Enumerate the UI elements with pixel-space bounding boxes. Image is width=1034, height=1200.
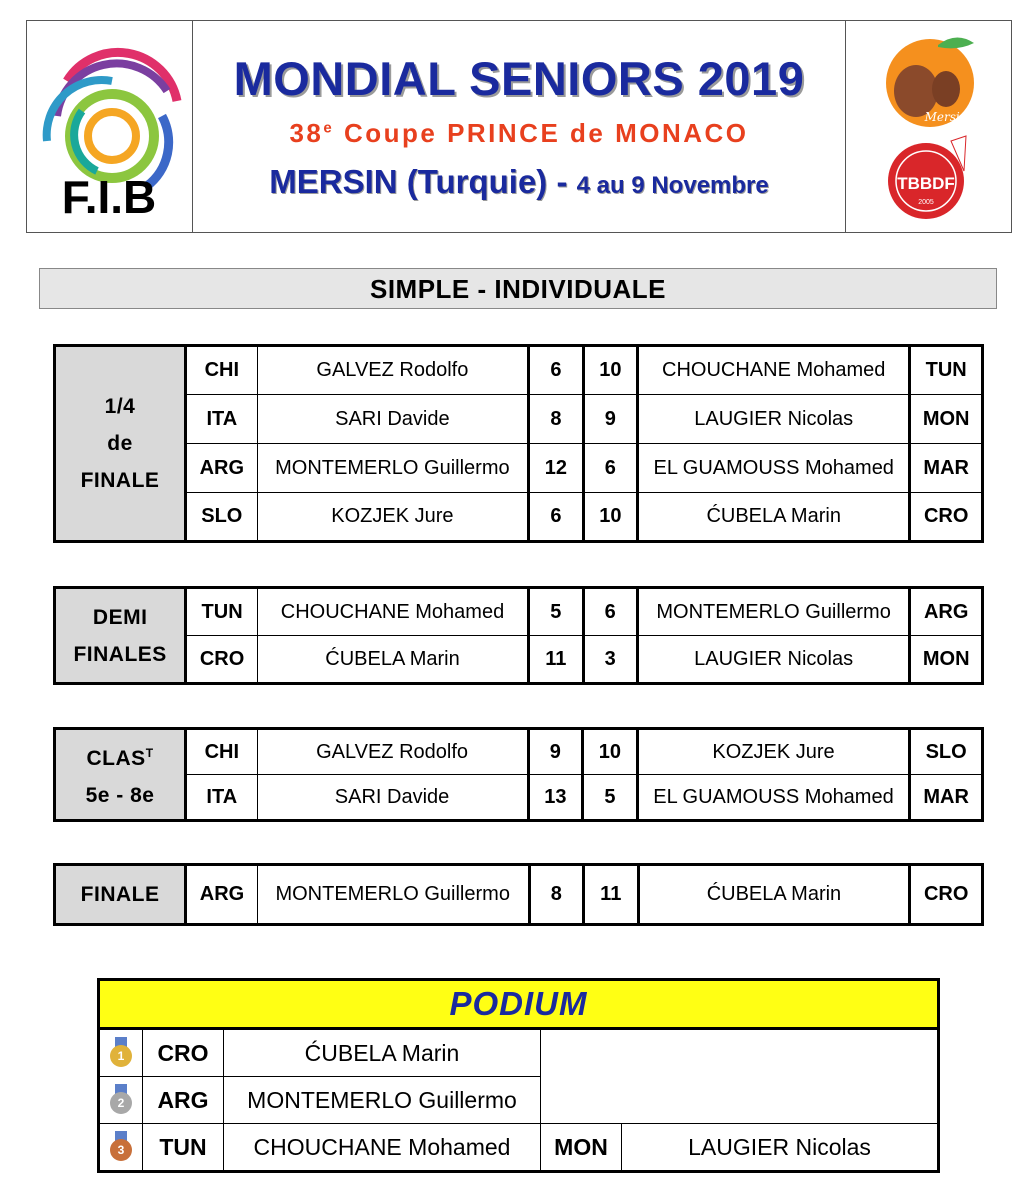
semi-finals-table — [53, 586, 984, 685]
nation-code: CRO — [143, 1029, 224, 1077]
player-name: GALVEZ Rodolfo — [257, 346, 529, 395]
tbbdf-logo-year: 2005 — [918, 199, 934, 206]
podium-title: PODIUM — [99, 980, 939, 1029]
score: 10 — [583, 729, 638, 775]
nation-code: MAR — [910, 775, 983, 821]
tbbdf-logo-text: TBBDF — [897, 174, 955, 193]
player-name: MONTEMERLO Guillermo — [257, 444, 529, 493]
score: 11 — [529, 636, 583, 684]
score: 6 — [529, 346, 583, 395]
player-name: LAUGIER Nicolas — [638, 395, 910, 444]
nation-code: SLO — [910, 729, 983, 775]
nation-code: TUN — [186, 588, 258, 636]
player-name: SARI Davide — [257, 775, 528, 821]
round-label-final: FINALE — [55, 865, 186, 925]
score: 8 — [529, 395, 583, 444]
final-table — [53, 863, 984, 926]
podium-header-row — [99, 980, 939, 1029]
player-name: ĆUBELA Marin — [224, 1029, 541, 1077]
podium-empty-cell — [541, 1029, 939, 1124]
player-name: GALVEZ Rodolfo — [257, 729, 528, 775]
podium-row-third — [99, 1124, 939, 1172]
score: 6 — [529, 493, 583, 542]
nation-code: ARG — [143, 1077, 224, 1124]
player-name: KOZJEK Jure — [637, 729, 910, 775]
nation-code: MON — [541, 1124, 622, 1172]
player-name: KOZJEK Jure — [257, 493, 529, 542]
player-name: SARI Davide — [257, 395, 529, 444]
nation-code: TUN — [910, 346, 983, 395]
nation-code: MAR — [910, 444, 983, 493]
event-subtitle: 38e Coupe PRINCE de MONACO — [289, 118, 749, 148]
player-name: CHOUCHANE Mohamed — [638, 346, 910, 395]
player-name: MONTEMERLO Guillermo — [224, 1077, 541, 1124]
score: 9 — [528, 729, 583, 775]
fib-logo — [27, 21, 193, 232]
player-name: CHOUCHANE Mohamed — [257, 588, 528, 636]
table-row — [55, 493, 983, 542]
player-name: EL GUAMOUSS Mohamed — [637, 775, 910, 821]
event-location — [193, 163, 845, 201]
event-header — [26, 20, 1012, 233]
nation-code: MON — [910, 395, 983, 444]
player-name: MONTEMERLO Guillermo — [637, 588, 910, 636]
silver-medal-icon: 2 — [99, 1077, 143, 1124]
score: 9 — [583, 395, 637, 444]
nation-code: ITA — [186, 395, 258, 444]
table-row — [55, 395, 983, 444]
score: 10 — [583, 493, 637, 542]
nation-code: ARG — [186, 865, 258, 925]
player-name: CHOUCHANE Mohamed — [224, 1124, 541, 1172]
nation-code: CRO — [910, 493, 983, 542]
score: 6 — [583, 444, 637, 493]
quarter-finals-table — [53, 344, 984, 543]
classification-table — [53, 727, 984, 822]
nation-code: SLO — [186, 493, 258, 542]
score: 5 — [529, 588, 583, 636]
nation-code: ARG — [186, 444, 258, 493]
mersin-logo-text: Mersin — [924, 110, 968, 124]
title-block — [193, 21, 845, 232]
nation-code: CRO — [910, 865, 983, 925]
player-name: ĆUBELA Marin — [257, 636, 528, 684]
player-name: MONTEMERLO Guillermo — [257, 865, 529, 925]
player-name: LAUGIER Nicolas — [637, 636, 910, 684]
score: 10 — [583, 346, 637, 395]
table-row — [55, 775, 983, 821]
table-row — [55, 636, 983, 684]
event-title: MONDIAL SENIORS 2019 — [233, 52, 805, 105]
score: 5 — [583, 775, 638, 821]
table-row — [55, 865, 983, 925]
score: 11 — [584, 865, 639, 925]
nation-code: TUN — [143, 1124, 224, 1172]
podium-table — [97, 978, 940, 1173]
score: 8 — [529, 865, 583, 925]
event-dates: 4 au 9 Novembre — [576, 172, 769, 199]
score: 3 — [583, 636, 637, 684]
score: 12 — [529, 444, 583, 493]
player-name: EL GUAMOUSS Mohamed — [638, 444, 910, 493]
fib-logo-icon — [27, 21, 192, 232]
bronze-medal-icon: 3 — [99, 1124, 143, 1172]
player-name: ĆUBELA Marin — [638, 865, 910, 925]
sponsor-logos — [845, 21, 1011, 232]
event-city: MERSIN (Turquie) - — [269, 163, 577, 200]
nation-code: ITA — [186, 775, 257, 821]
player-name: LAUGIER Nicolas — [622, 1124, 939, 1172]
table-row — [55, 444, 983, 493]
nation-code: CRO — [186, 636, 258, 684]
score: 6 — [583, 588, 637, 636]
nation-code: ARG — [910, 588, 983, 636]
round-label-quarter: 1/4 de FINALE — [55, 346, 186, 542]
section-title: SIMPLE - INDIVIDUALE — [39, 268, 997, 309]
table-row — [55, 729, 983, 775]
round-label-semi: DEMI FINALES — [55, 588, 186, 684]
table-row — [55, 346, 983, 395]
nation-code: MON — [910, 636, 983, 684]
player-name: ĆUBELA Marin — [638, 493, 910, 542]
gold-medal-icon: 1 — [99, 1029, 143, 1077]
score: 13 — [528, 775, 583, 821]
nation-code: CHI — [186, 346, 258, 395]
fib-logo-text: F.I.B — [61, 171, 157, 223]
round-label-classification: $CLAS^T$ 5e - 8e — [55, 729, 186, 821]
table-row — [55, 588, 983, 636]
mersin-logo-icon — [846, 21, 1011, 232]
nation-code: CHI — [186, 729, 257, 775]
podium-row-first — [99, 1029, 939, 1077]
